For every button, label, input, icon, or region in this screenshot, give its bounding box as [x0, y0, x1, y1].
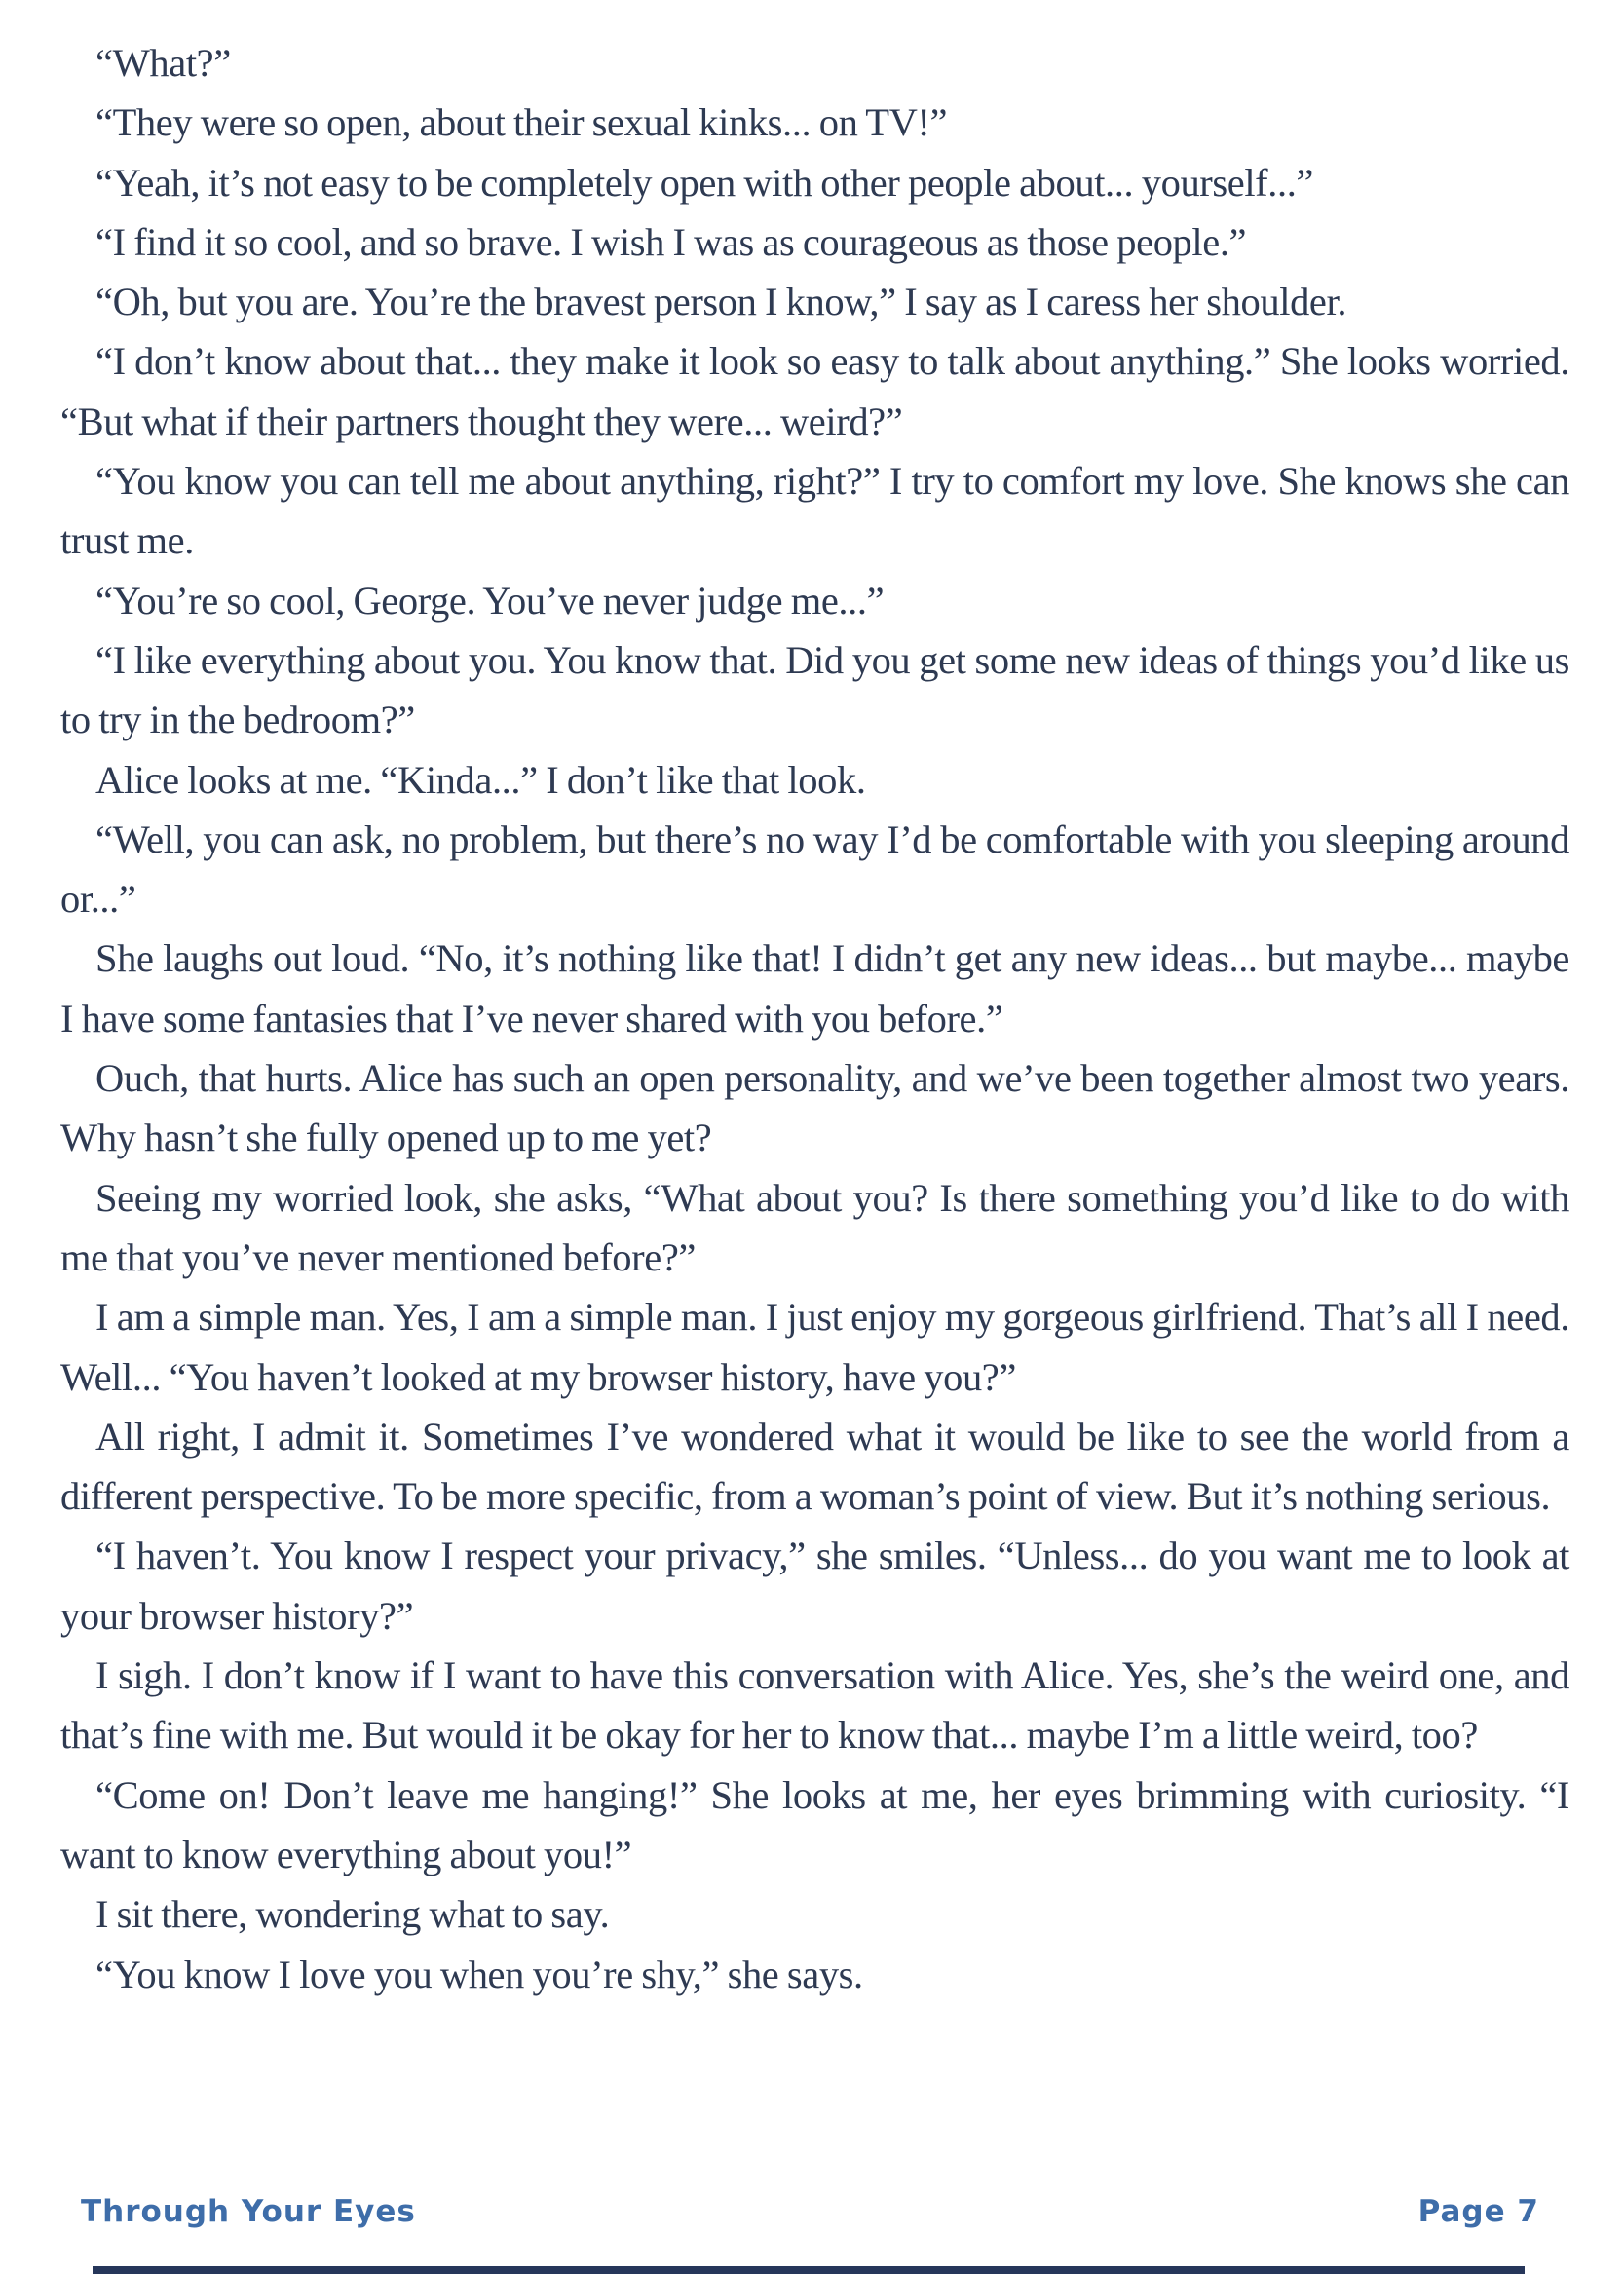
page-number: Page 7	[1417, 2194, 1539, 2229]
story-paragraph: She laughs out loud. “No, it’s nothing like that! I didn’t get any new ideas... but maybe... maybe I have some fantasies that I’ve never shared with you before.”	[60, 936, 1569, 1041]
story-paragraph: “Oh, but you are. You’re the bravest person I know,” I say as I caress her shoulder.	[95, 280, 1347, 324]
story-paragraph: “I like everything about you. You know that. Did you get some new ideas of things you’d like us to try in the bedroom?”	[60, 637, 1569, 742]
story-paragraph: “Yeah, it’s not easy to be completely open with other people about... yourself...”	[95, 160, 1314, 205]
story-paragraph: Ouch, that hurts. Alice has such an open personality, and we’ve been together almost two years. Why hasn’t she fully opened up to me yet?	[60, 1056, 1569, 1160]
story-paragraph: “Come on! Don’t leave me hanging!” She looks at me, her eyes brimming with curiosity. “I want to know everything about you!”	[60, 1772, 1569, 1876]
bottom-rule	[93, 2266, 1525, 2274]
page-footer	[81, 2194, 1539, 2229]
story-paragraph: Seeing my worried look, she asks, “What about you? Is there something you’d like to do with me that you’ve never mentioned before?”	[60, 1175, 1569, 1279]
story-paragraph: Alice looks at me. “Kinda...” I don’t like that look.	[95, 757, 866, 802]
book-title: Through Your Eyes	[81, 2194, 416, 2229]
story-paragraph: All right, I admit it. Sometimes I’ve wondered what it would be like to see the world from a different perspective. To be more specific, from a woman’s point of view. But it’s nothing serious.	[60, 1414, 1569, 1519]
story-paragraph: “I haven’t. You know I respect your privacy,” she smiles. “Unless... do you want me to look at your browser history?”	[60, 1534, 1569, 1638]
story-text	[60, 33, 1569, 2004]
story-paragraph: “I find it so cool, and so brave. I wish I was as courageous as those people.”	[95, 219, 1247, 264]
story-paragraph: “Well, you can ask, no problem, but there’s no way I’d be comfortable with you sleeping around or...”	[60, 816, 1569, 922]
story-paragraph: I sit there, wondering what to say.	[95, 1892, 610, 1937]
story-paragraph: I am a simple man. Yes, I am a simple man. I just enjoy my gorgeous girlfriend. That’s all I need. Well... “You haven’t looked at my browser history, have you?”	[60, 1295, 1569, 1399]
story-paragraph: “You know you can tell me about anything, right?” I try to comfort my love. She knows she can trust me.	[60, 459, 1569, 563]
story-paragraph: “I don’t know about that... they make it look so easy to talk about anything.” She looks worried. “But what if their partners thought they were... weird?”	[60, 339, 1569, 443]
story-paragraph: “They were so open, about their sexual kinks... on TV!”	[95, 100, 948, 145]
story-paragraph: “What?”	[95, 41, 231, 85]
story-paragraph: I sigh. I don’t know if I want to have this conversation with Alice. Yes, she’s the weird one, and that’s fine with me. But would it be okay for her to know that... maybe I’m a little weird, too?	[60, 1653, 1569, 1758]
story-paragraph: “You’re so cool, George. You’ve never judge me...”	[95, 578, 885, 623]
story-paragraph: “You know I love you when you’re shy,” she says.	[95, 1952, 863, 1996]
